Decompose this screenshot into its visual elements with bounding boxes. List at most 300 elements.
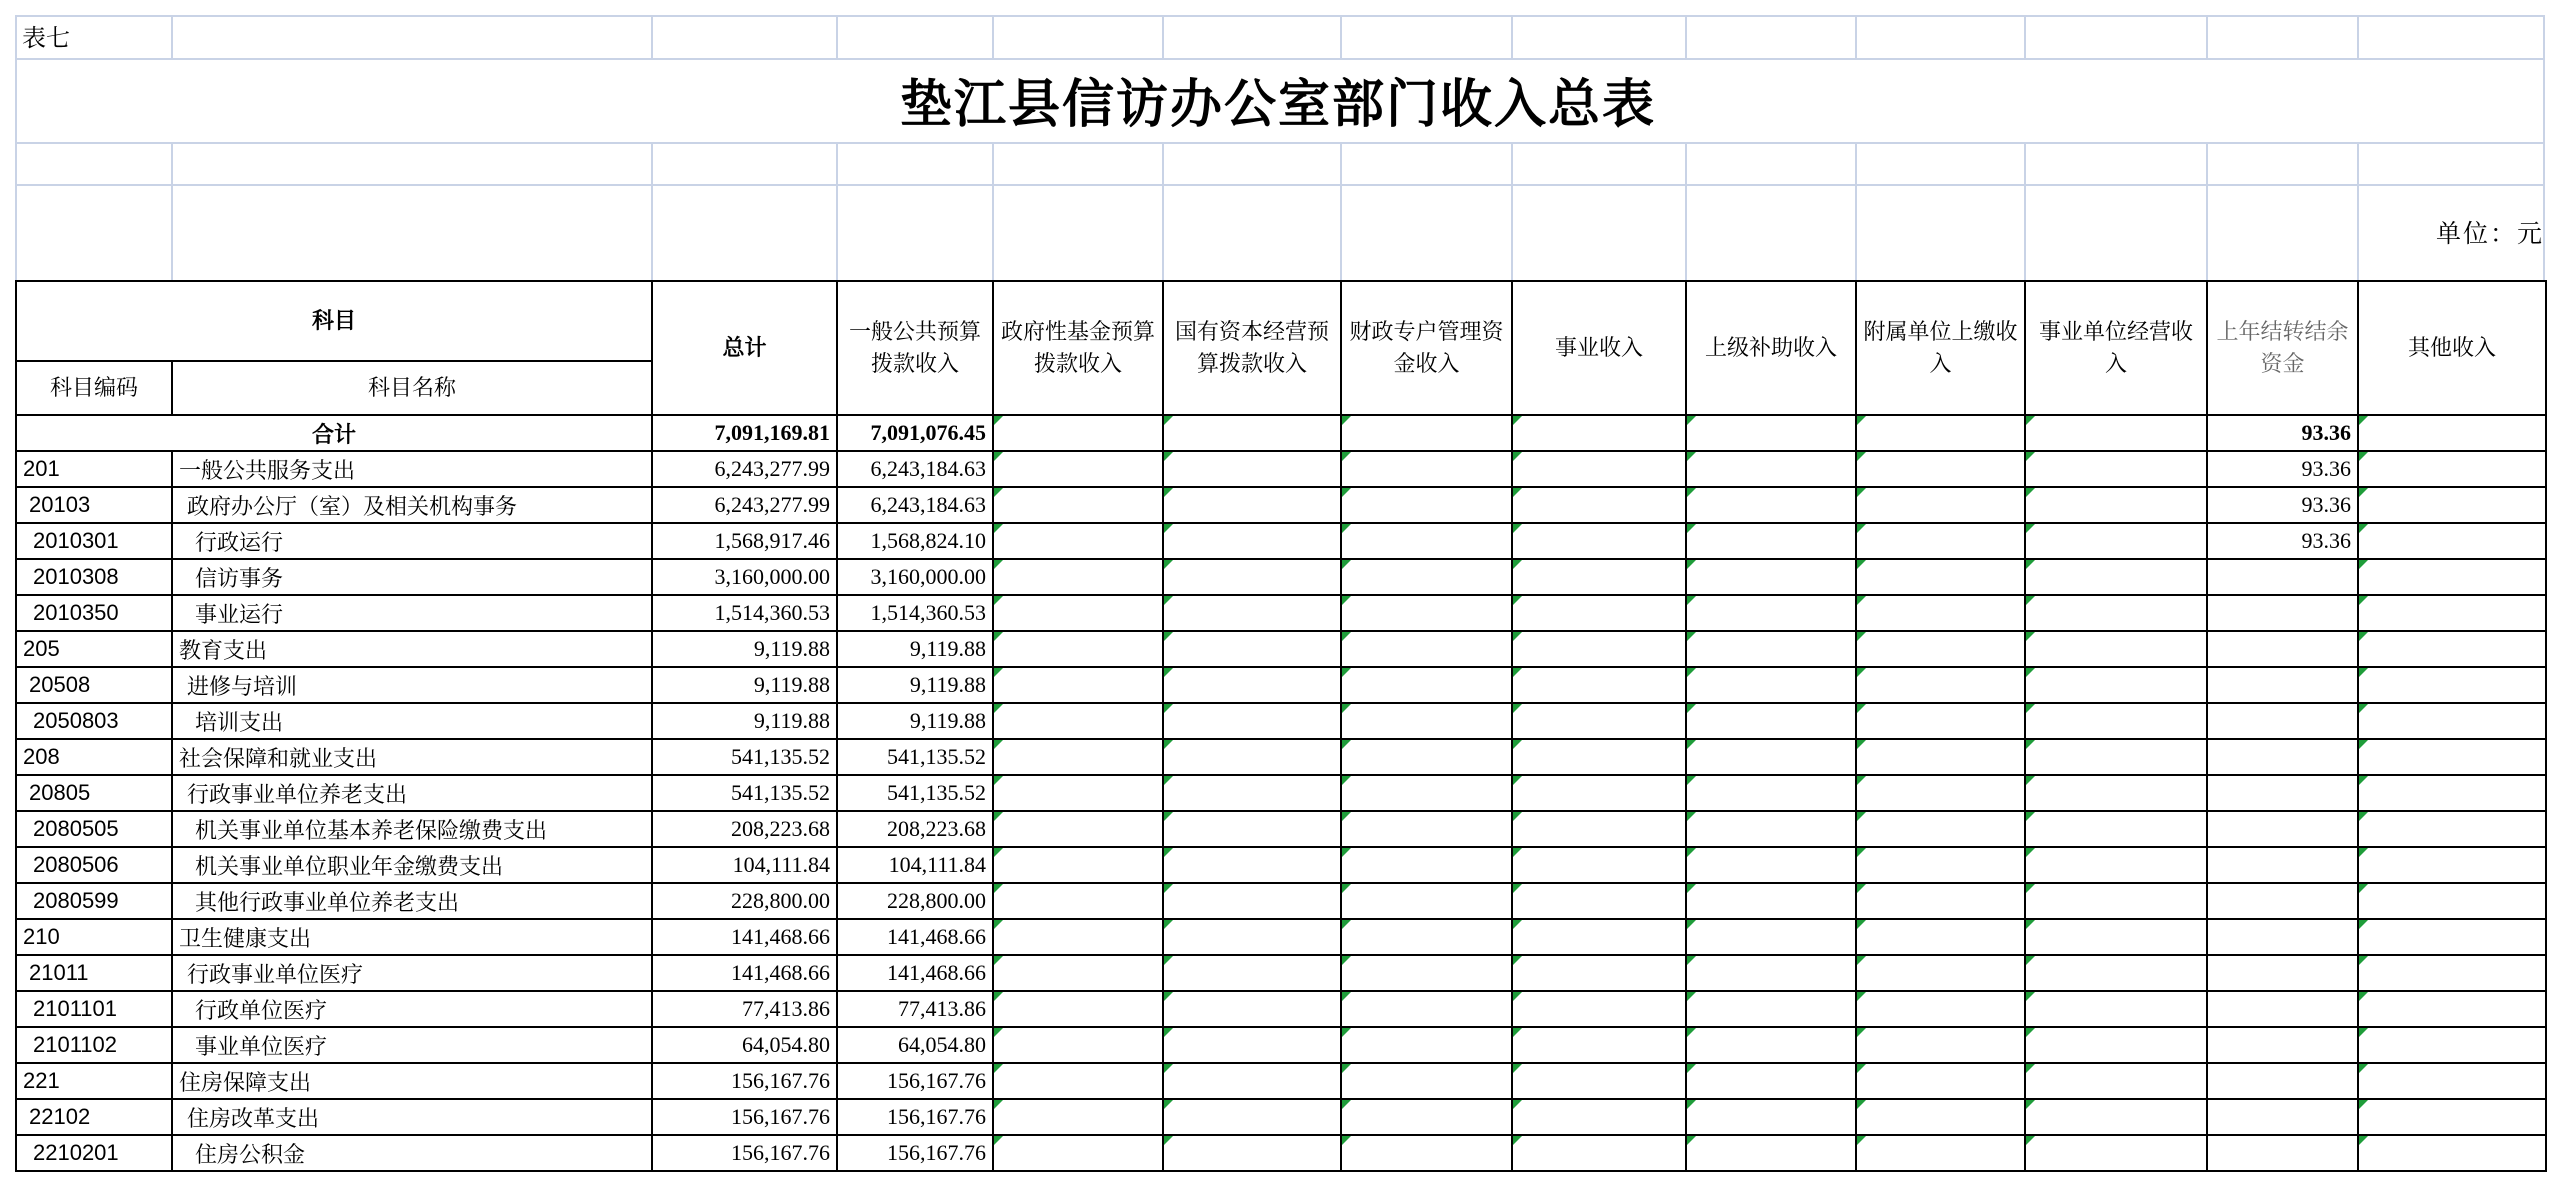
gridline [1511,15,1513,59]
cell-total: 141,468.66 [652,955,837,991]
cell-name: 信访事务 [172,559,652,595]
cell-business-operation [2025,739,2207,775]
cell-total: 208,223.68 [652,811,837,847]
cell-general-budget: 9,119.88 [837,631,993,667]
cell-other-income [2358,847,2546,883]
cell-state-capital [1163,523,1341,559]
cell-other-income [2358,991,2546,1027]
cell-gov-fund [993,1063,1163,1099]
cell-fiscal-special [1341,1099,1512,1135]
cell-upper-subsidy [1686,1135,1856,1171]
header-total: 总计 [652,281,837,415]
cell-total: 1,514,360.53 [652,595,837,631]
cell-code: 2080599 [16,883,172,919]
cell-carryover [2207,1027,2358,1063]
summary-general-budget: 7,091,076.45 [837,415,993,451]
cell-code: 20805 [16,775,172,811]
cell-business-income [1512,631,1686,667]
cell-fiscal-special [1341,631,1512,667]
gridline [992,142,994,280]
cell-affiliated-payment [1856,523,2025,559]
cell-carryover: 93.36 [2207,487,2358,523]
cell-business-operation [2025,919,2207,955]
cell-business-operation [2025,1063,2207,1099]
cell-other-income [2358,1099,2546,1135]
table-row [16,775,2546,811]
cell-business-operation [2025,523,2207,559]
gridline [1511,142,1513,280]
cell-code: 2080505 [16,811,172,847]
cell-carryover [2207,1063,2358,1099]
cell-business-operation [2025,1135,2207,1171]
cell-gov-fund [993,559,1163,595]
cell-upper-subsidy [1686,1063,1856,1099]
cell-general-budget: 6,243,184.63 [837,487,993,523]
sheet-label: 表七 [22,26,70,52]
gridline [2024,142,2026,280]
cell-upper-subsidy [1686,559,1856,595]
header-subject: 科目 [16,281,652,361]
cell-code: 22102 [16,1099,172,1135]
gridline [2024,15,2026,59]
cell-business-income [1512,919,1686,955]
cell-upper-subsidy [1686,919,1856,955]
cell-business-operation [2025,1027,2207,1063]
gridline [2357,15,2359,59]
gridline [15,58,2545,60]
cell-fiscal-special [1341,1027,1512,1063]
cell-upper-subsidy [1686,1027,1856,1063]
cell-name: 住房保障支出 [172,1063,652,1099]
cell-gov-fund [993,739,1163,775]
cell-state-capital [1163,631,1341,667]
cell-upper-subsidy [1686,847,1856,883]
cell-gov-fund [993,523,1163,559]
cell-code: 2010301 [16,523,172,559]
cell-carryover: 93.36 [2207,523,2358,559]
summary-row [16,415,2546,451]
table-row [16,991,2546,1027]
cell-affiliated-payment [1856,955,2025,991]
cell-total: 6,243,277.99 [652,487,837,523]
cell-code: 221 [16,1063,172,1099]
cell-name: 住房公积金 [172,1135,652,1171]
cell-state-capital [1163,1135,1341,1171]
cell-other-income [2358,559,2546,595]
cell-other-income [2358,595,2546,631]
table-row [16,955,2546,991]
cell-name: 其他行政事业单位养老支出 [172,883,652,919]
cell-business-income [1512,847,1686,883]
cell-upper-subsidy [1686,775,1856,811]
cell-other-income [2358,919,2546,955]
cell-fiscal-special [1341,775,1512,811]
cell-business-operation [2025,703,2207,739]
table-row [16,559,2546,595]
cell-state-capital [1163,883,1341,919]
table-row [16,703,2546,739]
cell-business-operation [2025,451,2207,487]
cell-gov-fund [993,919,1163,955]
cell-general-budget: 104,111.84 [837,847,993,883]
cell-affiliated-payment [1856,631,2025,667]
table-row [16,667,2546,703]
cell-state-capital [1163,811,1341,847]
cell-business-income [1512,775,1686,811]
table-row [16,451,2546,487]
cell-general-budget: 208,223.68 [837,811,993,847]
gridline [836,142,838,280]
cell-upper-subsidy [1686,1099,1856,1135]
gridline [15,15,2545,17]
cell-gov-fund [993,775,1163,811]
cell-total: 541,135.52 [652,775,837,811]
cell-carryover [2207,1135,2358,1171]
cell-general-budget: 1,514,360.53 [837,595,993,631]
cell-code: 2010308 [16,559,172,595]
cell-general-budget: 77,413.86 [837,991,993,1027]
summary-label: 合计 [16,415,652,451]
cell-upper-subsidy [1686,955,1856,991]
table-row [16,1099,2546,1135]
cell-business-operation [2025,883,2207,919]
cell-code: 2101102 [16,1027,172,1063]
cell-upper-subsidy [1686,811,1856,847]
cell-business-income [1512,451,1686,487]
cell-code: 210 [16,919,172,955]
header-name: 科目名称 [172,361,652,415]
cell-code: 2210201 [16,1135,172,1171]
summary-state-capital [1163,415,1341,451]
header-gov-fund: 政府性基金预算拨款收入 [993,281,1163,415]
cell-affiliated-payment [1856,1135,2025,1171]
cell-gov-fund [993,991,1163,1027]
cell-general-budget: 156,167.76 [837,1099,993,1135]
cell-general-budget: 156,167.76 [837,1135,993,1171]
cell-other-income [2358,1135,2546,1171]
cell-business-income [1512,955,1686,991]
cell-fiscal-special [1341,811,1512,847]
cell-affiliated-payment [1856,811,2025,847]
cell-carryover [2207,595,2358,631]
cell-name: 培训支出 [172,703,652,739]
cell-name: 卫生健康支出 [172,919,652,955]
cell-other-income [2358,1027,2546,1063]
cell-upper-subsidy [1686,487,1856,523]
cell-general-budget: 9,119.88 [837,667,993,703]
cell-other-income [2358,811,2546,847]
cell-upper-subsidy [1686,667,1856,703]
summary-upper-subsidy [1686,415,1856,451]
cell-total: 156,167.76 [652,1099,837,1135]
cell-carryover: 93.36 [2207,451,2358,487]
gridline [15,15,17,280]
cell-state-capital [1163,703,1341,739]
cell-business-income [1512,991,1686,1027]
cell-other-income [2358,883,2546,919]
cell-business-income [1512,1135,1686,1171]
cell-business-operation [2025,559,2207,595]
cell-carryover [2207,667,2358,703]
cell-affiliated-payment [1856,559,2025,595]
table-row [16,883,2546,919]
summary-other-income [2358,415,2546,451]
cell-other-income [2358,739,2546,775]
cell-upper-subsidy [1686,523,1856,559]
cell-affiliated-payment [1856,991,2025,1027]
cell-business-income [1512,559,1686,595]
cell-name: 行政单位医疗 [172,991,652,1027]
cell-state-capital [1163,667,1341,703]
cell-affiliated-payment [1856,703,2025,739]
cell-state-capital [1163,1027,1341,1063]
cell-code: 20508 [16,667,172,703]
cell-other-income [2358,667,2546,703]
cell-code: 208 [16,739,172,775]
cell-affiliated-payment [1856,595,2025,631]
cell-general-budget: 64,054.80 [837,1027,993,1063]
gridline [2357,142,2359,280]
cell-general-budget: 6,243,184.63 [837,451,993,487]
cell-total: 3,160,000.00 [652,559,837,595]
cell-code: 21011 [16,955,172,991]
cell-business-income [1512,595,1686,631]
gridline [2206,142,2208,280]
cell-state-capital [1163,559,1341,595]
cell-total: 541,135.52 [652,739,837,775]
cell-gov-fund [993,847,1163,883]
table-row [16,487,2546,523]
cell-total: 9,119.88 [652,667,837,703]
cell-other-income [2358,955,2546,991]
cell-general-budget: 156,167.76 [837,1063,993,1099]
gridline [1340,15,1342,59]
cell-total: 141,468.66 [652,919,837,955]
cell-gov-fund [993,883,1163,919]
cell-fiscal-special [1341,595,1512,631]
cell-carryover [2207,919,2358,955]
cell-gov-fund [993,595,1163,631]
cell-gov-fund [993,955,1163,991]
cell-affiliated-payment [1856,919,2025,955]
cell-upper-subsidy [1686,595,1856,631]
gridline [1685,142,1687,280]
unit-label: 单位：元 [2435,221,2544,248]
cell-business-operation [2025,811,2207,847]
cell-name: 行政事业单位医疗 [172,955,652,991]
cell-upper-subsidy [1686,739,1856,775]
cell-general-budget: 541,135.52 [837,775,993,811]
gridline [836,15,838,59]
cell-affiliated-payment [1856,1027,2025,1063]
cell-fiscal-special [1341,559,1512,595]
cell-affiliated-payment [1856,487,2025,523]
cell-state-capital [1163,955,1341,991]
cell-state-capital [1163,451,1341,487]
cell-business-operation [2025,631,2207,667]
cell-gov-fund [993,1135,1163,1171]
header-state-capital: 国有资本经营预算拨款收入 [1163,281,1341,415]
cell-business-income [1512,523,1686,559]
cell-fiscal-special [1341,883,1512,919]
cell-affiliated-payment [1856,739,2025,775]
cell-business-income [1512,487,1686,523]
page-title: 垫江县信访办公室部门收入总表 [899,77,1656,134]
cell-gov-fund [993,667,1163,703]
header-code: 科目编码 [16,361,172,415]
cell-fiscal-special [1341,451,1512,487]
cell-fiscal-special [1341,1135,1512,1171]
header-affiliated-payment: 附属单位上缴收入 [1856,281,2025,415]
cell-upper-subsidy [1686,991,1856,1027]
summary-carryover: 93.36 [2207,415,2358,451]
cell-affiliated-payment [1856,775,2025,811]
cell-fiscal-special [1341,919,1512,955]
cell-general-budget: 228,800.00 [837,883,993,919]
table-row [16,811,2546,847]
cell-carryover [2207,775,2358,811]
cell-name: 机关事业单位职业年金缴费支出 [172,847,652,883]
cell-gov-fund [993,703,1163,739]
cell-fiscal-special [1341,739,1512,775]
gridline [651,15,653,59]
cell-other-income [2358,631,2546,667]
gridline [992,15,994,59]
header-fiscal-special: 财政专户管理资金收入 [1341,281,1512,415]
cell-fiscal-special [1341,523,1512,559]
gridline [1855,15,1857,59]
cell-business-operation [2025,847,2207,883]
cell-name: 社会保障和就业支出 [172,739,652,775]
cell-business-income [1512,703,1686,739]
cell-carryover [2207,559,2358,595]
cell-carryover [2207,1099,2358,1135]
cell-carryover [2207,955,2358,991]
cell-fiscal-special [1341,847,1512,883]
cell-carryover [2207,703,2358,739]
cell-fiscal-special [1341,667,1512,703]
header-business-income: 事业收入 [1512,281,1686,415]
cell-name: 事业运行 [172,595,652,631]
cell-general-budget: 9,119.88 [837,703,993,739]
gridline [171,142,173,280]
cell-carryover [2207,847,2358,883]
cell-affiliated-payment [1856,1099,2025,1135]
cell-fiscal-special [1341,487,1512,523]
cell-total: 9,119.88 [652,703,837,739]
summary-affiliated-payment [1856,415,2025,451]
cell-affiliated-payment [1856,883,2025,919]
cell-business-income [1512,1099,1686,1135]
cell-name: 机关事业单位基本养老保险缴费支出 [172,811,652,847]
cell-general-budget: 3,160,000.00 [837,559,993,595]
gridline [1340,142,1342,280]
table-row [16,919,2546,955]
cell-carryover [2207,739,2358,775]
cell-state-capital [1163,919,1341,955]
cell-general-budget: 1,568,824.10 [837,523,993,559]
header-upper-subsidy: 上级补助收入 [1686,281,1856,415]
cell-affiliated-payment [1856,1063,2025,1099]
cell-gov-fund [993,487,1163,523]
cell-total: 1,568,917.46 [652,523,837,559]
cell-business-operation [2025,775,2207,811]
cell-business-income [1512,883,1686,919]
cell-carryover [2207,631,2358,667]
cell-total: 64,054.80 [652,1027,837,1063]
cell-business-income [1512,667,1686,703]
cell-gov-fund [993,1027,1163,1063]
cell-gov-fund [993,811,1163,847]
gridline [171,15,173,59]
header-business-operation: 事业单位经营收入 [2025,281,2207,415]
cell-name: 政府办公厅（室）及相关机构事务 [172,487,652,523]
cell-affiliated-payment [1856,847,2025,883]
cell-state-capital [1163,775,1341,811]
cell-state-capital [1163,991,1341,1027]
cell-code: 2050803 [16,703,172,739]
cell-general-budget: 141,468.66 [837,919,993,955]
cell-name: 教育支出 [172,631,652,667]
cell-business-operation [2025,487,2207,523]
cell-code: 2010350 [16,595,172,631]
cell-business-operation [2025,595,2207,631]
header-carryover: 上年结转结余资金 [2207,281,2358,415]
cell-business-income [1512,1027,1686,1063]
cell-state-capital [1163,487,1341,523]
cell-total: 156,167.76 [652,1063,837,1099]
cell-gov-fund [993,631,1163,667]
table-row [16,1135,2546,1171]
header-row [16,281,2546,361]
cell-state-capital [1163,1063,1341,1099]
cell-name: 进修与培训 [172,667,652,703]
cell-code: 201 [16,451,172,487]
cell-name: 行政事业单位养老支出 [172,775,652,811]
cell-business-operation [2025,667,2207,703]
table-row [16,523,2546,559]
cell-state-capital [1163,1099,1341,1135]
cell-fiscal-special [1341,991,1512,1027]
cell-carryover [2207,991,2358,1027]
cell-general-budget: 141,468.66 [837,955,993,991]
cell-code: 2080506 [16,847,172,883]
gridline [1162,15,1164,59]
cell-total: 228,800.00 [652,883,837,919]
summary-fiscal-special [1341,415,1512,451]
gridline [15,142,2545,144]
cell-code: 2101101 [16,991,172,1027]
cell-business-income [1512,739,1686,775]
cell-total: 156,167.76 [652,1135,837,1171]
cell-name: 一般公共服务支出 [172,451,652,487]
cell-carryover [2207,883,2358,919]
cell-upper-subsidy [1686,451,1856,487]
income-table [15,280,2547,1172]
gridline [1855,142,1857,280]
cell-fiscal-special [1341,1063,1512,1099]
cell-other-income [2358,703,2546,739]
table-row [16,631,2546,667]
table-row [16,1063,2546,1099]
cell-fiscal-special [1341,955,1512,991]
cell-name: 住房改革支出 [172,1099,652,1135]
cell-total: 77,413.86 [652,991,837,1027]
table-row [16,847,2546,883]
summary-business-income [1512,415,1686,451]
cell-state-capital [1163,847,1341,883]
cell-business-operation [2025,1099,2207,1135]
